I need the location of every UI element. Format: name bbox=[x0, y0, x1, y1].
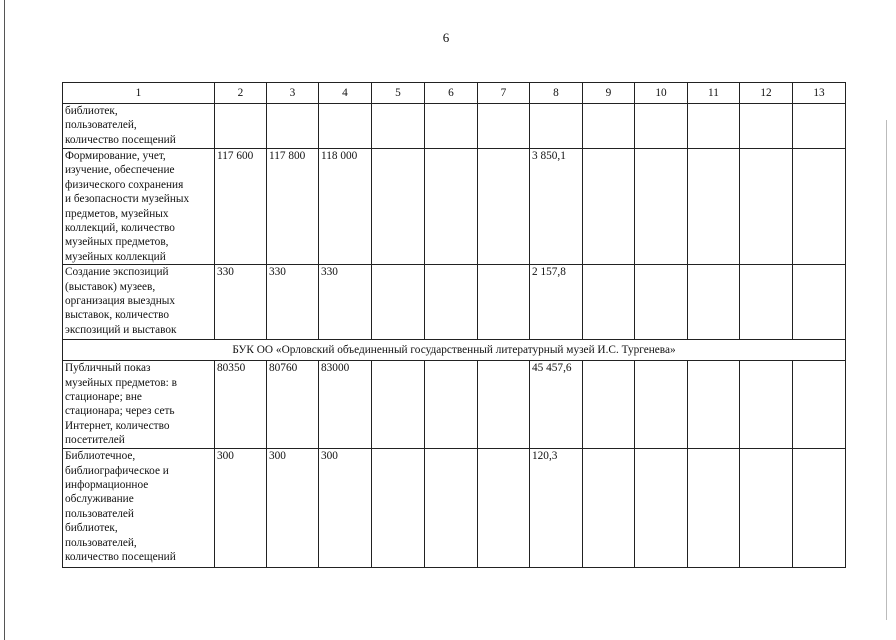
value-cell bbox=[583, 149, 635, 265]
page-right-edge-line bbox=[886, 120, 887, 620]
value-cell bbox=[635, 361, 688, 449]
value-cell: 80760 bbox=[267, 361, 319, 449]
service-name-line: количество посещений bbox=[65, 133, 176, 146]
service-name-line: выставок, количество bbox=[65, 309, 169, 322]
value-cell bbox=[425, 149, 478, 265]
column-header: 10 bbox=[635, 83, 688, 104]
service-name-line: количество посещений bbox=[65, 551, 176, 564]
column-header: 2 bbox=[215, 83, 267, 104]
value-cell: 117 600 bbox=[215, 149, 267, 265]
value-cell: 120,3 bbox=[530, 449, 583, 568]
value-cell bbox=[583, 361, 635, 449]
service-name-line: организация выездных bbox=[65, 295, 175, 308]
service-name-line: обслуживание bbox=[65, 493, 134, 506]
service-name-line: изучение, обеспечение bbox=[65, 164, 175, 177]
service-name-line: Формирование, учет, bbox=[65, 150, 166, 162]
table-row bbox=[63, 361, 846, 449]
value-cell bbox=[372, 104, 425, 149]
service-name-line: (выставок) музеев, bbox=[65, 280, 156, 293]
value-cell: 2 157,8 bbox=[530, 265, 583, 340]
value-cell bbox=[688, 449, 740, 568]
value-cell: 3 850,1 bbox=[530, 149, 583, 265]
value-cell bbox=[372, 361, 425, 449]
value-cell: 300 bbox=[267, 449, 319, 568]
table-row bbox=[63, 149, 846, 265]
value-cell bbox=[688, 104, 740, 149]
column-header-row bbox=[63, 83, 846, 104]
value-cell: 118 000 bbox=[319, 149, 372, 265]
organization-row bbox=[63, 340, 846, 361]
value-cell: 117 800 bbox=[267, 149, 319, 265]
service-name-line: стационаре; вне bbox=[65, 391, 142, 404]
service-name-cell bbox=[63, 265, 215, 340]
service-name-cell bbox=[63, 104, 215, 149]
value-cell bbox=[740, 361, 793, 449]
service-name-line: Публичный показ bbox=[65, 362, 151, 375]
value-cell bbox=[793, 104, 846, 149]
value-cell bbox=[425, 104, 478, 149]
table-row bbox=[63, 449, 846, 568]
value-cell bbox=[740, 149, 793, 265]
value-cell bbox=[478, 449, 530, 568]
service-name-line: стационара; через сеть bbox=[65, 405, 175, 418]
column-header: 12 bbox=[740, 83, 793, 104]
service-name-line: библиотек, bbox=[65, 105, 118, 117]
value-cell bbox=[740, 449, 793, 568]
page-left-edge-line bbox=[4, 0, 5, 640]
service-name-line: Библиотечное, bbox=[65, 450, 136, 463]
service-name-line: информационное bbox=[65, 479, 149, 492]
service-name-line: музейных коллекций bbox=[65, 250, 166, 263]
column-header: 6 bbox=[425, 83, 478, 104]
service-name-line: экспозиций и выставок bbox=[65, 323, 177, 336]
value-cell bbox=[688, 361, 740, 449]
value-cell bbox=[478, 361, 530, 449]
value-cell bbox=[319, 104, 372, 149]
service-name-cell bbox=[63, 361, 215, 449]
column-header: 7 bbox=[478, 83, 530, 104]
value-cell: 330 bbox=[319, 265, 372, 340]
service-name-line: пользователей, bbox=[65, 536, 137, 549]
value-cell bbox=[530, 104, 583, 149]
value-cell bbox=[793, 149, 846, 265]
column-header: 3 bbox=[267, 83, 319, 104]
table-row bbox=[63, 104, 846, 149]
value-cell: 83000 bbox=[319, 361, 372, 449]
column-header: 5 bbox=[372, 83, 425, 104]
value-cell bbox=[478, 104, 530, 149]
value-cell bbox=[215, 104, 267, 149]
service-name-line: предметов, музейных bbox=[65, 207, 169, 220]
service-name-line: и безопасности музейных bbox=[65, 193, 190, 206]
value-cell bbox=[793, 265, 846, 340]
value-cell bbox=[635, 104, 688, 149]
value-cell bbox=[740, 104, 793, 149]
value-cell bbox=[425, 361, 478, 449]
table-row bbox=[63, 265, 846, 340]
value-cell: 80350 bbox=[215, 361, 267, 449]
service-name-line: музейных предметов: в bbox=[65, 376, 177, 389]
value-cell bbox=[635, 449, 688, 568]
service-name-line: физического сохранения bbox=[65, 178, 184, 191]
value-cell bbox=[583, 265, 635, 340]
value-cell bbox=[372, 449, 425, 568]
value-cell bbox=[478, 265, 530, 340]
value-cell bbox=[478, 149, 530, 265]
service-name-line: посетителей bbox=[65, 434, 125, 447]
service-name-line: библиографическое и bbox=[65, 464, 169, 477]
service-name-line: Интернет, количество bbox=[65, 419, 170, 432]
value-cell: 330 bbox=[267, 265, 319, 340]
value-cell: 300 bbox=[319, 449, 372, 568]
column-header: 1 bbox=[63, 83, 215, 104]
services-table bbox=[62, 82, 846, 568]
service-name-line: библиотек, bbox=[65, 522, 118, 535]
value-cell bbox=[425, 449, 478, 568]
value-cell bbox=[688, 149, 740, 265]
value-cell bbox=[740, 265, 793, 340]
value-cell bbox=[688, 265, 740, 340]
value-cell bbox=[635, 149, 688, 265]
page-number: 6 bbox=[442, 30, 450, 45]
value-cell: 330 bbox=[215, 265, 267, 340]
column-header: 11 bbox=[688, 83, 740, 104]
value-cell: 45 457,6 bbox=[530, 361, 583, 449]
organization-title: БУК ОО «Орловский объединенный государственный литературный музей И.С. Тургенева» bbox=[63, 340, 846, 361]
service-name-cell bbox=[63, 149, 215, 265]
value-cell bbox=[793, 361, 846, 449]
value-cell bbox=[372, 265, 425, 340]
column-header: 9 bbox=[583, 83, 635, 104]
column-header: 4 bbox=[319, 83, 372, 104]
service-name-line: музейных предметов, bbox=[65, 236, 169, 249]
service-name-cell bbox=[63, 449, 215, 568]
value-cell bbox=[635, 265, 688, 340]
value-cell bbox=[372, 149, 425, 265]
value-cell bbox=[583, 449, 635, 568]
service-name-line: коллекций, количество bbox=[65, 222, 175, 235]
value-cell bbox=[583, 104, 635, 149]
service-name-line: Создание экспозиций bbox=[65, 266, 169, 279]
value-cell bbox=[425, 265, 478, 340]
column-header: 8 bbox=[530, 83, 583, 104]
value-cell bbox=[267, 104, 319, 149]
service-name-line: пользователей, bbox=[65, 119, 137, 132]
column-header: 13 bbox=[793, 83, 846, 104]
service-name-line: пользователей bbox=[65, 507, 134, 520]
value-cell: 300 bbox=[215, 449, 267, 568]
value-cell bbox=[793, 449, 846, 568]
